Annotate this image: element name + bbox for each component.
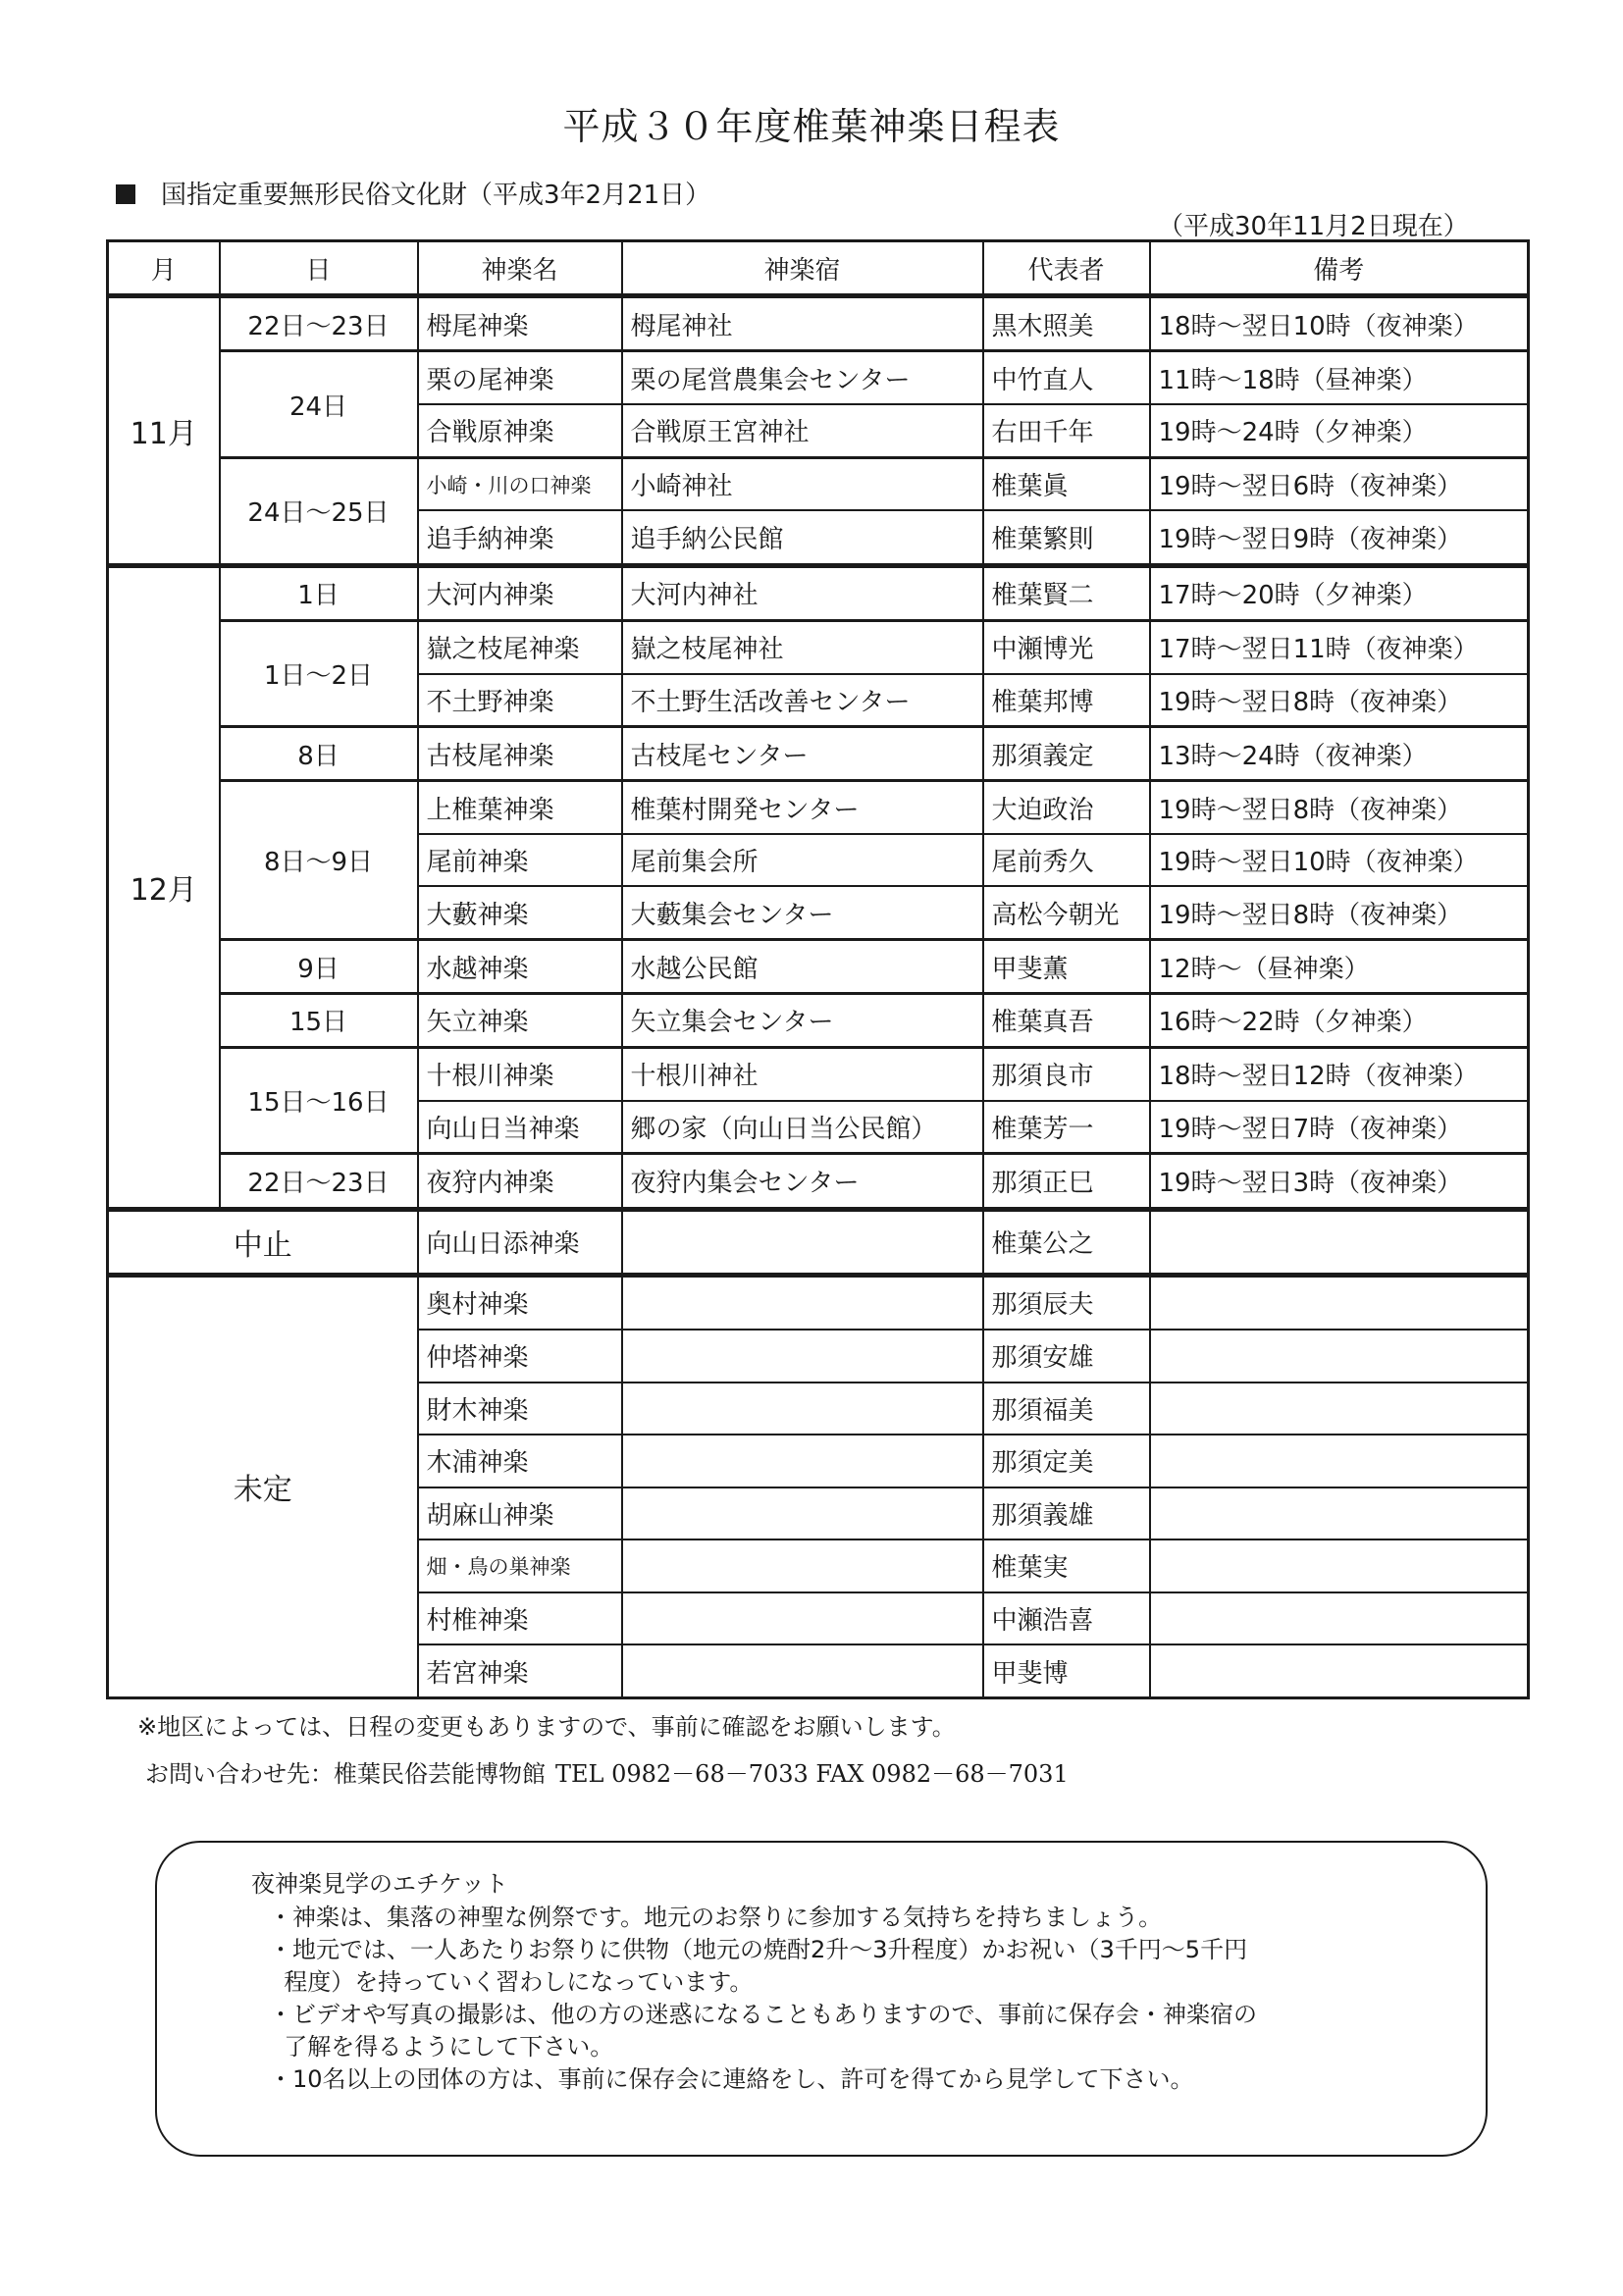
- remarks-cell: [1150, 1275, 1529, 1330]
- representative-cell: 那須安雄: [983, 1330, 1150, 1383]
- representative-cell: 椎葉邦博: [983, 674, 1150, 727]
- kagura-name-cell: 栗の尾神楽: [418, 351, 622, 404]
- kagura-name-cell: 胡麻山神楽: [418, 1487, 622, 1540]
- etiquette-box: [155, 1841, 1488, 2157]
- venue-cell: 大藪集会センター: [622, 886, 983, 939]
- venue-cell: 矢立集会センター: [622, 994, 983, 1048]
- remarks-cell: [1150, 1644, 1529, 1697]
- day-cell: 8日: [220, 727, 418, 781]
- representative-cell: 中竹直人: [983, 351, 1150, 404]
- list-item: ・神楽は、集落の神聖な例祭です。地元のお祭りに参加する気持ちを持ちましょう。: [269, 1904, 1163, 1931]
- venue-cell: 水越公民館: [622, 940, 983, 994]
- kagura-name-cell: 嶽之枝尾神楽: [418, 620, 622, 673]
- table-row: [108, 296, 1529, 351]
- designation-line: [116, 175, 710, 211]
- representative-cell: 那須福美: [983, 1383, 1150, 1435]
- header-representative: 代表者: [983, 241, 1150, 296]
- representative-cell: 黒木照美: [983, 296, 1150, 351]
- representative-cell: 那須義雄: [983, 1487, 1150, 1540]
- day-cell: 22日～23日: [220, 1154, 418, 1209]
- remarks-cell: [1150, 1592, 1529, 1645]
- month-november: 11月: [108, 296, 220, 566]
- kagura-name-cell: 合戦原神楽: [418, 404, 622, 457]
- remarks-cell: [1150, 1330, 1529, 1383]
- day-cell: 1日: [220, 565, 418, 620]
- kagura-name-cell: 小崎・川の口神楽: [418, 457, 622, 510]
- venue-cell: 尾前集会所: [622, 834, 983, 887]
- representative-cell: 椎葉公之: [983, 1209, 1150, 1275]
- status-undecided: 未定: [108, 1275, 418, 1697]
- remarks-cell: 19時～翌日9時（夜神楽）: [1150, 510, 1529, 565]
- venue-cell: [622, 1435, 983, 1487]
- venue-cell: 椎葉村開発センター: [622, 781, 983, 834]
- kagura-name-cell: 十根川神楽: [418, 1047, 622, 1100]
- kagura-name-cell: 不土野神楽: [418, 674, 622, 727]
- representative-cell: 尾前秀久: [983, 834, 1150, 887]
- representative-cell: 椎葉賢二: [983, 565, 1150, 620]
- remarks-cell: 18時～翌日10時（夜神楽）: [1150, 296, 1529, 351]
- venue-cell: 夜狩内集会センター: [622, 1154, 983, 1209]
- table-row: [108, 1047, 1529, 1100]
- venue-cell: [622, 1644, 983, 1697]
- table-header-row: [108, 241, 1529, 296]
- venue-cell: 合戦原王宮神社: [622, 404, 983, 457]
- kagura-name-cell: 村椎神楽: [418, 1592, 622, 1645]
- day-cell: 9日: [220, 940, 418, 994]
- contact-numbers: TEL 0982－68－7033 FAX 0982－68－7031: [555, 1760, 1069, 1788]
- status-cancelled: 中止: [108, 1209, 418, 1275]
- representative-cell: 那須正巳: [983, 1154, 1150, 1209]
- venue-cell: 郷の家（向山日当公民館）: [622, 1101, 983, 1154]
- venue-cell: 嶽之枝尾神社: [622, 620, 983, 673]
- kagura-name-cell: 矢立神楽: [418, 994, 622, 1048]
- representative-cell: 那須良市: [983, 1047, 1150, 1100]
- list-item: ・地元では、一人あたりお祭りに供物（地元の焼酎2升～3升程度）かお祝い（3千円～5千円 程度）を持っていく習わしになっています。: [269, 1936, 1248, 1996]
- table-row: [108, 1154, 1529, 1209]
- venue-cell: [622, 1275, 983, 1330]
- contact-line: [145, 1754, 1069, 1789]
- representative-cell: 高松今朝光: [983, 886, 1150, 939]
- remarks-cell: 19時～翌日8時（夜神楽）: [1150, 886, 1529, 939]
- table-row: [108, 457, 1529, 510]
- venue-cell: 追手納公民館: [622, 510, 983, 565]
- remarks-cell: 11時～18時（昼神楽）: [1150, 351, 1529, 404]
- table-row: [108, 1275, 1529, 1330]
- representative-cell: 中瀬浩喜: [983, 1592, 1150, 1645]
- table-row: [108, 620, 1529, 673]
- remarks-cell: 19時～翌日10時（夜神楽）: [1150, 834, 1529, 887]
- schedule-table: [106, 239, 1530, 1699]
- representative-cell: 椎葉真吾: [983, 994, 1150, 1048]
- day-cell: 8日～9日: [220, 781, 418, 940]
- table-row: [108, 351, 1529, 404]
- kagura-name-cell: 尾前神楽: [418, 834, 622, 887]
- day-cell: 22日～23日: [220, 296, 418, 351]
- remarks-cell: [1150, 1487, 1529, 1540]
- square-bullet-icon: [116, 184, 135, 204]
- remarks-cell: 12時～（昼神楽）: [1150, 940, 1529, 994]
- representative-cell: 那須辰夫: [983, 1275, 1150, 1330]
- remarks-cell: [1150, 1383, 1529, 1435]
- designation-text: 国指定重要無形民俗文化財（平成3年2月21日）: [161, 181, 711, 210]
- venue-cell: [622, 1209, 983, 1275]
- representative-cell: 甲斐薫: [983, 940, 1150, 994]
- kagura-name-cell: 奥村神楽: [418, 1275, 622, 1330]
- remarks-cell: 19時～翌日6時（夜神楽）: [1150, 457, 1529, 510]
- kagura-name-cell: 夜狩内神楽: [418, 1154, 622, 1209]
- kagura-name-cell: 向山日当神楽: [418, 1101, 622, 1154]
- etiquette-list: [269, 1902, 1257, 2096]
- day-cell: 24日: [220, 351, 418, 457]
- remarks-cell: 19時～24時（夕神楽）: [1150, 404, 1529, 457]
- table-row: [108, 565, 1529, 620]
- venue-cell: 十根川神社: [622, 1047, 983, 1100]
- etiquette-heading: 夜神楽見学のエチケット: [251, 1870, 508, 1898]
- day-cell: 15日～16日: [220, 1047, 418, 1153]
- representative-cell: 右田千年: [983, 404, 1150, 457]
- kagura-name-cell: 若宮神楽: [418, 1644, 622, 1697]
- venue-cell: 栗の尾営農集会センター: [622, 351, 983, 404]
- kagura-name-cell: 水越神楽: [418, 940, 622, 994]
- remarks-cell: 17時～翌日11時（夜神楽）: [1150, 620, 1529, 673]
- representative-cell: 那須義定: [983, 727, 1150, 781]
- remarks-cell: 19時～翌日7時（夜神楽）: [1150, 1101, 1529, 1154]
- table-row: [108, 940, 1529, 994]
- remarks-cell: 16時～22時（夕神楽）: [1150, 994, 1529, 1048]
- venue-cell: 不土野生活改善センター: [622, 674, 983, 727]
- table-row: [108, 727, 1529, 781]
- table-row: [108, 781, 1529, 834]
- table-row: [108, 994, 1529, 1048]
- venue-cell: [622, 1487, 983, 1540]
- remarks-cell: 19時～翌日8時（夜神楽）: [1150, 781, 1529, 834]
- header-kagura-name: 神楽名: [418, 241, 622, 296]
- kagura-name-cell: 大河内神楽: [418, 565, 622, 620]
- kagura-name-cell: 追手納神楽: [418, 510, 622, 565]
- list-item: ・ビデオや写真の撮影は、他の方の迷惑になることもありますので、事前に保存会・神楽宿の 了解を得るようにして下さい。: [269, 2001, 1258, 2061]
- venue-cell: [622, 1330, 983, 1383]
- venue-cell: 小崎神社: [622, 457, 983, 510]
- kagura-name-cell: 向山日添神楽: [418, 1209, 622, 1275]
- table-row: [108, 1209, 1529, 1275]
- representative-cell: 椎葉繁則: [983, 510, 1150, 565]
- kagura-name-cell: 仲塔神楽: [418, 1330, 622, 1383]
- venue-cell: [622, 1383, 983, 1435]
- page-title: 平成３０年度椎葉神楽日程表: [562, 105, 1061, 148]
- kagura-name-cell: 栂尾神楽: [418, 296, 622, 351]
- remarks-cell: 19時～翌日8時（夜神楽）: [1150, 674, 1529, 727]
- header-month: 月: [108, 241, 220, 296]
- remarks-cell: [1150, 1209, 1529, 1275]
- kagura-name-cell: 木浦神楽: [418, 1435, 622, 1487]
- as-of-date: （平成30年11月2日現在）: [1158, 212, 1469, 241]
- representative-cell: 那須定美: [983, 1435, 1150, 1487]
- venue-cell: 大河内神社: [622, 565, 983, 620]
- representative-cell: 甲斐博: [983, 1644, 1150, 1697]
- month-december: 12月: [108, 565, 220, 1209]
- representative-cell: 椎葉眞: [983, 457, 1150, 510]
- day-cell: 1日～2日: [220, 620, 418, 726]
- schedule-change-note: ※地区によっては、日程の変更もありますので、事前に確認をお願いします。: [137, 1713, 956, 1741]
- remarks-cell: 19時～翌日3時（夜神楽）: [1150, 1154, 1529, 1209]
- kagura-name-cell: 上椎葉神楽: [418, 781, 622, 834]
- day-cell: 15日: [220, 994, 418, 1048]
- contact-label: お問い合わせ先：椎葉民俗芸能博物館: [145, 1760, 546, 1788]
- remarks-cell: [1150, 1539, 1529, 1592]
- representative-cell: 椎葉実: [983, 1539, 1150, 1592]
- header-venue: 神楽宿: [622, 241, 983, 296]
- representative-cell: 椎葉芳一: [983, 1101, 1150, 1154]
- venue-cell: 古枝尾センター: [622, 727, 983, 781]
- list-item: ・10名以上の団体の方は、事前に保存会に連絡をし、許可を得てから見学して下さい。: [269, 2065, 1194, 2093]
- kagura-name-cell: 財木神楽: [418, 1383, 622, 1435]
- remarks-cell: 17時～20時（夕神楽）: [1150, 565, 1529, 620]
- kagura-name-cell: 大藪神楽: [418, 886, 622, 939]
- representative-cell: 大迫政治: [983, 781, 1150, 834]
- venue-cell: [622, 1539, 983, 1592]
- header-remarks: 備考: [1150, 241, 1529, 296]
- representative-cell: 中瀬博光: [983, 620, 1150, 673]
- remarks-cell: [1150, 1435, 1529, 1487]
- day-cell: 24日～25日: [220, 457, 418, 565]
- venue-cell: 栂尾神社: [622, 296, 983, 351]
- venue-cell: [622, 1592, 983, 1645]
- header-day: 日: [220, 241, 418, 296]
- kagura-name-cell: 古枝尾神楽: [418, 727, 622, 781]
- kagura-name-cell: 畑・鳥の巣神楽: [418, 1539, 622, 1592]
- remarks-cell: 13時～24時（夜神楽）: [1150, 727, 1529, 781]
- remarks-cell: 18時～翌日12時（夜神楽）: [1150, 1047, 1529, 1100]
